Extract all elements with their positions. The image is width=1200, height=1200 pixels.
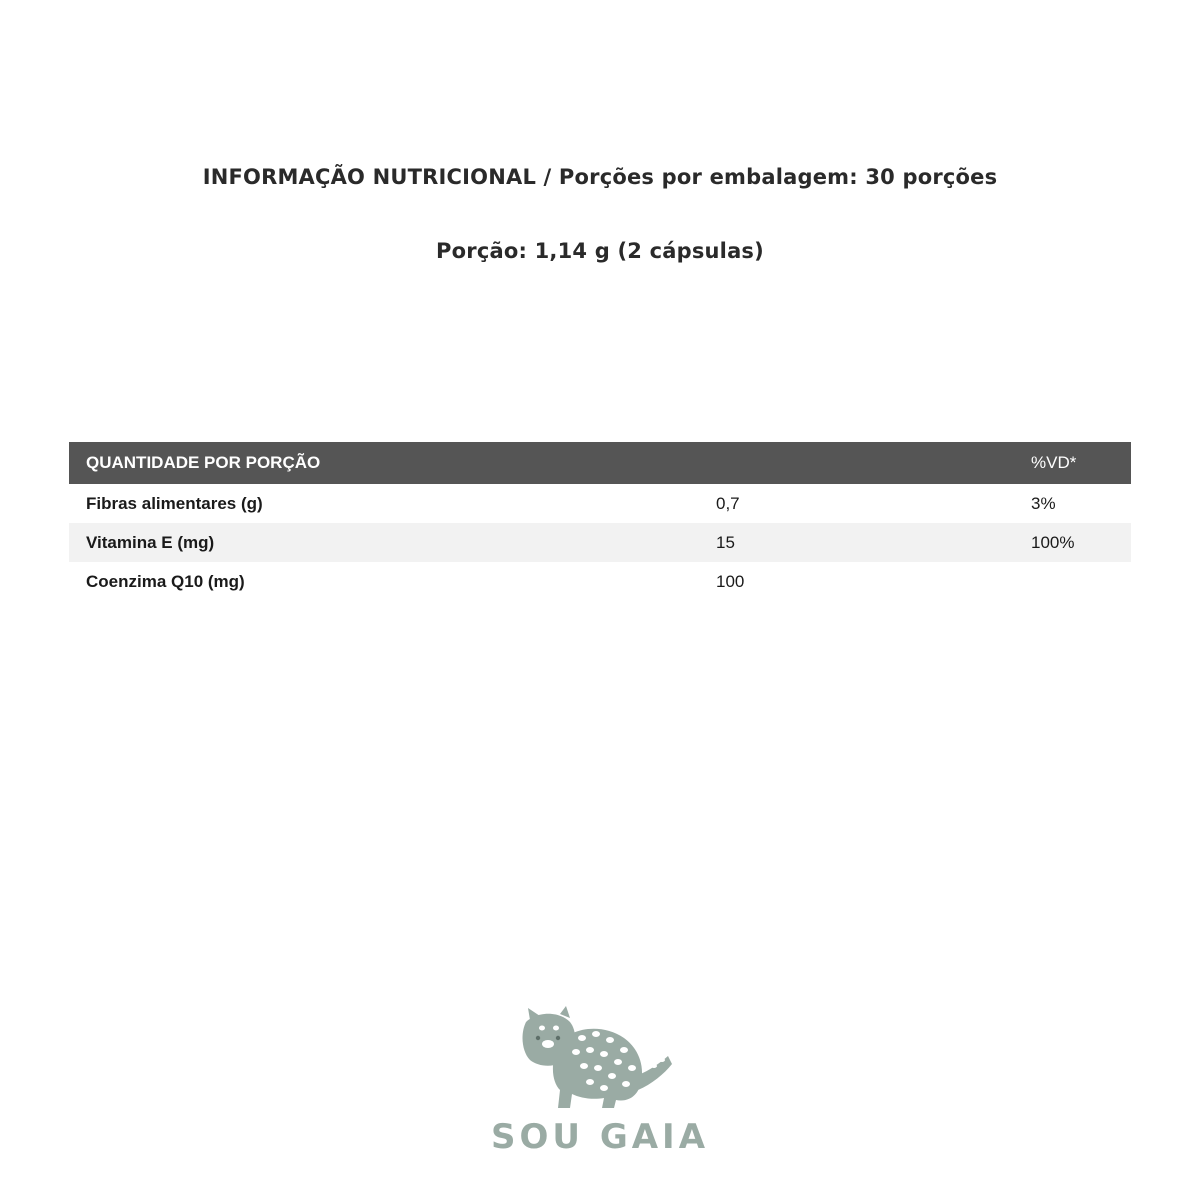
nutrient-name: Vitamina E (mg) — [69, 523, 699, 562]
column-header-quantity: QUANTIDADE POR PORÇÃO — [69, 442, 699, 484]
nutrient-name: Fibras alimentares (g) — [86, 493, 263, 513]
page-title: INFORMAÇÃO NUTRICIONAL / Porções por embalagem: 30 porções — [202, 165, 998, 189]
nutrition-table — [69, 442, 1131, 601]
spotted-cat-icon — [486, 1004, 714, 1164]
column-header-vd: %VD* — [1014, 442, 1131, 484]
nutrient-amount: 100 — [716, 571, 745, 591]
nutrient-vd: 3% — [1031, 493, 1056, 513]
table-row — [69, 562, 1131, 601]
nutrient-vd: 100% — [1014, 523, 1131, 562]
nutrient-vd — [1014, 562, 1131, 601]
nutrient-amount: 15 — [699, 523, 1014, 562]
brand-name: SOU GAIA — [490, 1117, 710, 1157]
nutrient-amount: 0,7 — [716, 493, 740, 513]
nutrient-name: Coenzima Q10 (mg) — [86, 571, 245, 591]
table-row — [69, 523, 1131, 562]
column-header-amount — [699, 442, 1014, 484]
brand-logo — [486, 1004, 714, 1164]
table-row — [69, 484, 1131, 523]
table-header-row — [69, 442, 1131, 484]
serving-size: Porção: 1,14 g (2 cápsulas) — [436, 239, 764, 263]
